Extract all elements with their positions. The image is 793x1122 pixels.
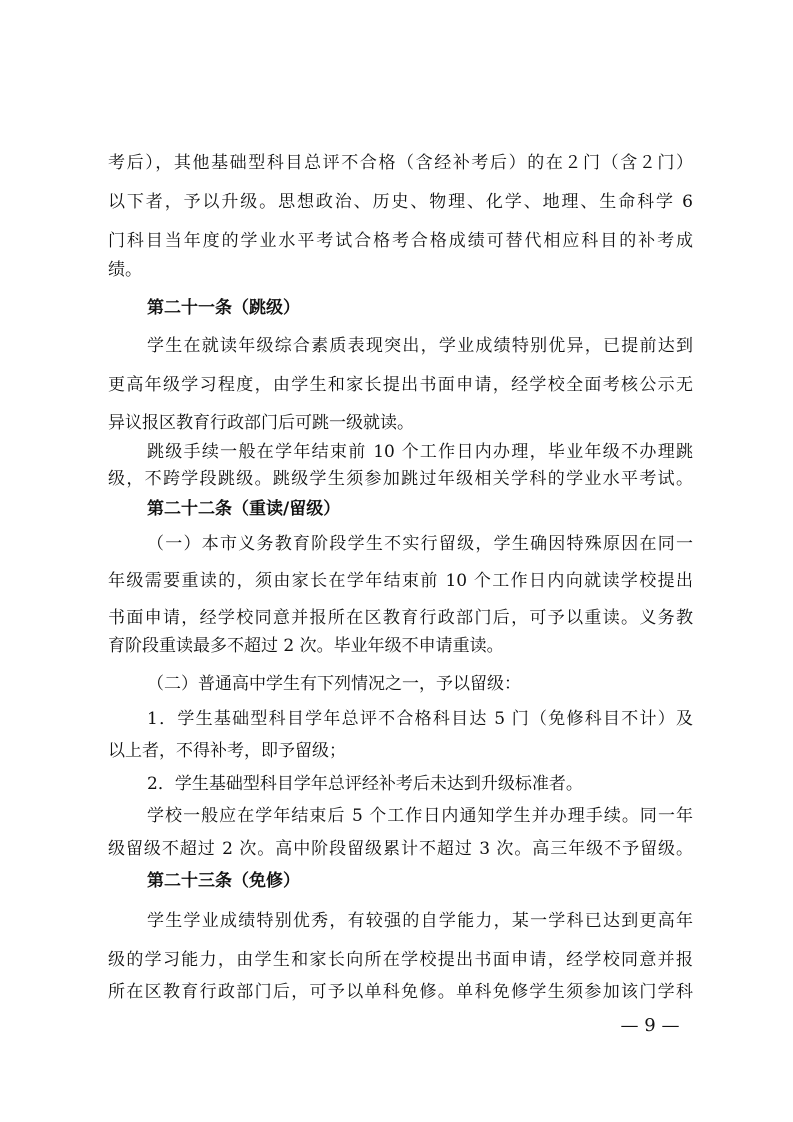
paragraph-line: 育阶段重读最多不超过 2 次。毕业年级不申请重读。 [108, 636, 504, 656]
paragraph-line: 更高年级学习程度，由学生和家长提出书面申请，经学校全面考核公示无 [108, 375, 693, 395]
paragraph-line: 学校一般应在学年结束后 5 个工作日内通知学生并办理手续。同一年 [147, 806, 693, 826]
paragraph-line: 书面申请，经学校同意并报所在区教育行政部门后，可予以重读。义务教 [108, 608, 693, 628]
paragraph-line: 异议报区教育行政部门后可跳一级就读。 [108, 413, 414, 433]
paragraph-line: 所在区教育行政部门后，可予以单科免修。单科免修学生须参加该门学科 [108, 982, 693, 1002]
paragraph-line: 跳级手续一般在学年结束前 10 个工作日内办理，毕业年级不办理跳 [147, 442, 693, 462]
paragraph-line: 学生学业成绩特别优秀，有较强的自学能力，某一学科已达到更高年 [147, 911, 693, 931]
list-item-line: 1．学生基础型科目学年总评不合格科目达 5 门（免修科目不计）及 [147, 709, 693, 729]
article-heading-23: 第二十三条（免修） [147, 871, 300, 891]
paragraph-line: （二）普通高中学生有下列情况之一，予以留级： [147, 674, 521, 694]
paragraph-line: 以下者，予以升级。思想政治、历史、物理、化学、地理、生命科学 6 [108, 192, 693, 212]
paragraph-line: 年级需要重读的，须由家长在学年结束前 10 个工作日内向就读学校提出 [108, 571, 693, 591]
paragraph-line: 级的学习能力，由学生和家长向所在学校提出书面申请，经学校同意并报 [108, 950, 693, 970]
article-heading-22: 第二十二条（重读/留级） [147, 499, 341, 519]
paragraph-line: 级留级不超过 2 次。高中阶段留级累计不超过 3 次。高三年级不予留级。 [108, 839, 693, 859]
paragraph-line: 级，不跨学段跳级。跳级学生须参加跳过年级相关学科的学业水平考试。 [108, 469, 693, 489]
list-item-line: 2．学生基础型科目学年总评经补考后未达到升级标准者。 [147, 774, 583, 794]
article-heading-21: 第二十一条（跳级） [147, 298, 300, 318]
paragraph-line: 学生在就读年级综合素质表现突出，学业成绩特别优异，已提前达到 [147, 336, 693, 356]
paragraph-line: 考后），其他基础型科目总评不合格（含经补考后）的在２门（含２门） [108, 153, 693, 173]
paragraph-line: （一）本市义务教育阶段学生不实行留级，学生确因特殊原因在同一 [147, 534, 693, 554]
page-number: — 9 — [620, 1015, 680, 1036]
paragraph-line: 门科目当年度的学业水平考试合格考合格成绩可替代相应科目的补考成 [108, 231, 693, 251]
list-item-line: 以上者，不得补考，即予留级； [108, 741, 346, 761]
paragraph-line: 绩。 [108, 260, 142, 280]
